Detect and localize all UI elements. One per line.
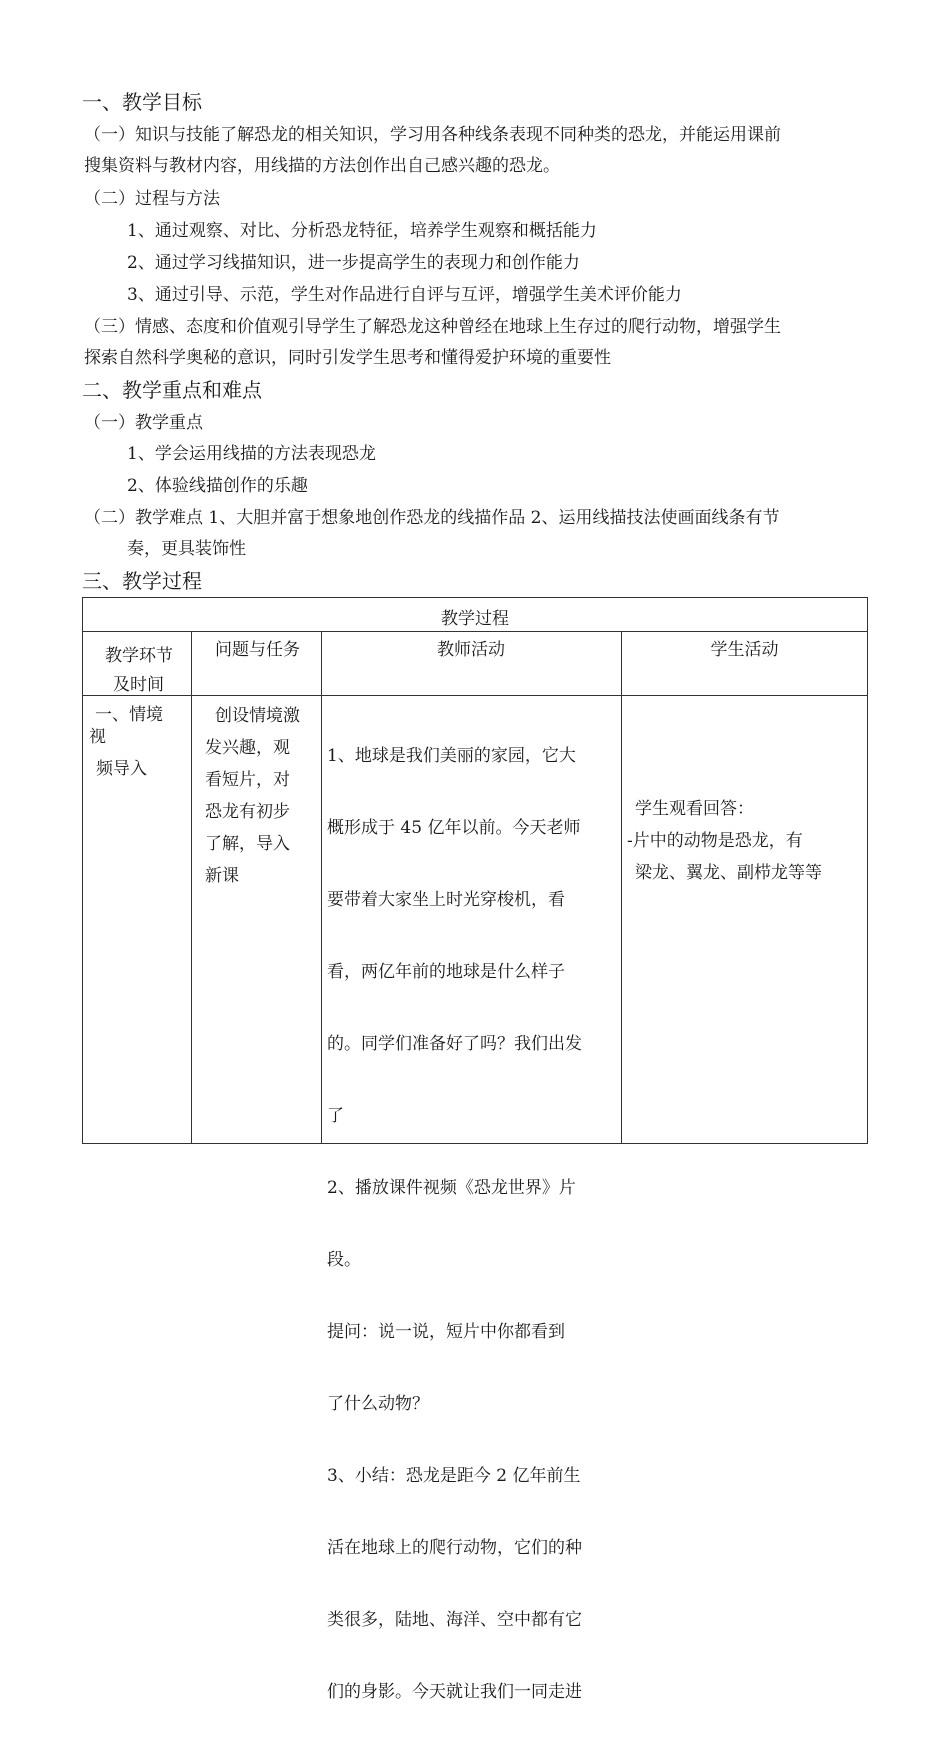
- row1-student-line: -片中的动物是恐龙，有: [627, 831, 803, 851]
- row1-teacher-line: 的。同学们准备好了吗？我们出发: [327, 1034, 582, 1054]
- header-teacher: 教师活动: [437, 640, 505, 660]
- process-method-title: （二）过程与方法: [84, 189, 220, 209]
- row1-student-line: 学生观看回答：: [635, 799, 754, 819]
- key-point-1: 1、学会运用线描的方法表现恐龙: [127, 444, 376, 464]
- difficulty-line1: （二）教学难点 1、大胆并富于想象地创作恐龙的线描作品 2、运用线描技法使画面线条有节: [84, 508, 780, 528]
- row1-stage-line1: 一、情境: [95, 705, 163, 725]
- row1-stage-line2: 视: [89, 727, 106, 747]
- row1-task-line: 发兴趣，观: [205, 738, 290, 758]
- knowledge-objective-line1: （一）知识与技能了解恐龙的相关知识，学习用各种线条表现不同种类的恐龙，并能运用课前: [84, 125, 781, 145]
- table-col-divider-1: [191, 631, 192, 1144]
- row1-task-line: 恐龙有初步: [205, 802, 290, 822]
- process-item-3: 3、通过引导、示范，学生对作品进行自评与互评，增强学生美术评价能力: [127, 285, 682, 305]
- knowledge-objective-line2: 搜集资料与教材内容，用线描的方法创作出自己感兴趣的恐龙。: [84, 156, 560, 176]
- key-points-title: （一）教学重点: [84, 413, 203, 433]
- table-caption: 教学过程: [441, 609, 509, 629]
- row1-teacher-line: 活在地球上的爬行动物，它们的种: [327, 1538, 582, 1558]
- process-item-2: 2、通过学习线描知识，进一步提高学生的表现力和创作能力: [127, 253, 580, 273]
- difficulty-line2: 奏，更具装饰性: [127, 539, 246, 559]
- row1-task-line: 看短片，对: [205, 770, 290, 790]
- row1-teacher-line: 1、地球是我们美丽的家园，它大: [327, 746, 576, 766]
- section2-heading: 二、教学重点和难点: [82, 378, 262, 402]
- row1-teacher-clip: [322, 696, 621, 1702]
- key-point-2: 2、体验线描创作的乐趣: [127, 476, 308, 496]
- section1-heading: 一、教学目标: [82, 90, 202, 114]
- process-item-1: 1、通过观察、对比、分析恐龙特征，培养学生观察和概括能力: [127, 221, 597, 241]
- row1-task-line: 了解，导入: [205, 834, 290, 854]
- row1-task-line: 新课: [205, 866, 239, 886]
- row1-student-line: 梁龙、翼龙、副栉龙等等: [635, 863, 822, 883]
- row1-teacher-line: 了什么动物？: [327, 1394, 429, 1414]
- emotion-objective-line1: （三）情感、态度和价值观引导学生了解恐龙这种曾经在地球上生存过的爬行动物，增强学生: [84, 317, 781, 337]
- row1-teacher-line: 2、播放课件视频《恐龙世界》片: [327, 1178, 576, 1198]
- row1-teacher: [327, 700, 582, 1748]
- row1-teacher-line: 看，两亿年前的地球是什么样子: [327, 962, 565, 982]
- row1-teacher-line: 类很多，陆地、海洋、空中都有它: [327, 1610, 582, 1630]
- row1-teacher-line: 了: [327, 1106, 344, 1126]
- row1-task: [205, 700, 300, 892]
- row1-task-line: 创设情境激: [215, 706, 300, 726]
- row1-stage-line3: 频导入: [96, 759, 147, 779]
- row1-teacher-line: 段。: [327, 1250, 361, 1270]
- table-col-divider-3: [621, 631, 622, 1144]
- row1-student: [627, 793, 822, 889]
- row1-teacher-line: 3、小结：恐龙是距今 2 亿年前生: [327, 1466, 581, 1486]
- emotion-objective-line2: 探索自然科学奥秘的意识，同时引发学生思考和懂得爱护环境的重要性: [84, 348, 611, 368]
- row1-teacher-line: 们的身影。今天就让我们一同走进: [327, 1682, 582, 1702]
- row1-teacher-line: 概形成于 45 亿年以前。今天老师: [327, 818, 581, 838]
- header-student: 学生活动: [710, 640, 779, 660]
- row1-teacher-line: 要带着大家坐上时光穿梭机，看: [327, 890, 565, 910]
- header-stage-line2: 及时间: [113, 675, 164, 695]
- row1-teacher-line: 提问：说一说，短片中你都看到: [327, 1322, 565, 1342]
- section3-heading: 三、教学过程: [82, 569, 202, 593]
- header-task: 问题与任务: [215, 640, 300, 660]
- table-divider-caption: [82, 631, 868, 632]
- header-stage-line1: 教学环节: [105, 646, 173, 666]
